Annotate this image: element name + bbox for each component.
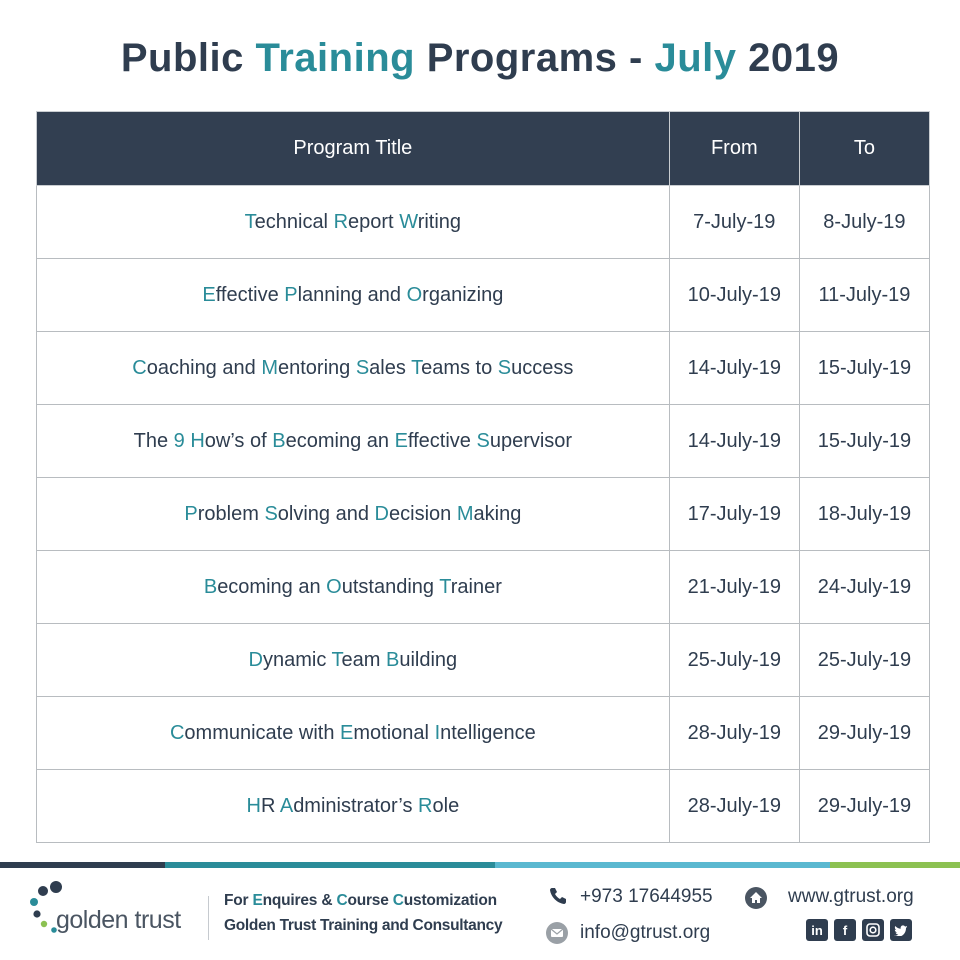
from-date-cell: 25-July-19 [669, 624, 799, 697]
highlight-letter: E [202, 283, 216, 306]
instagram-icon[interactable] [862, 919, 884, 941]
color-stripe [0, 862, 960, 868]
to-date-cell: 11-July-19 [799, 259, 929, 332]
column-header-from: From [669, 112, 799, 186]
highlight-letter: H [246, 794, 261, 817]
program-title-cell [37, 332, 670, 405]
enquiry-text: For Enquires & Course Customization [224, 892, 497, 909]
highlight-letter: M [456, 502, 474, 525]
highlight-letter: O [326, 575, 342, 598]
title-word: How’s [190, 429, 245, 452]
highlight-letter: S [264, 502, 278, 525]
page-title [0, 30, 960, 86]
highlight-letter: P [184, 502, 198, 525]
title-word: Coaching [132, 356, 217, 379]
highlight-letter: B [386, 648, 400, 671]
training-schedule-table [36, 111, 930, 843]
table-row [37, 624, 930, 697]
highlight-letter: B [272, 429, 286, 452]
from-date-cell: 7-July-19 [669, 186, 799, 259]
table-row [37, 332, 930, 405]
highlight-letter: I [434, 721, 441, 744]
stripe-segment [165, 862, 495, 868]
title-word: and [335, 502, 369, 525]
title-word: Making [456, 502, 522, 525]
table-row [37, 259, 930, 332]
title-word: Supervisor [476, 429, 573, 452]
highlight-letter: B [203, 575, 218, 598]
highlight-letter: C [132, 356, 147, 379]
title-word: Teams [411, 356, 470, 379]
title-word: to [475, 356, 493, 379]
from-date-cell: 21-July-19 [669, 551, 799, 624]
website-link[interactable]: www.gtrust.org [788, 886, 914, 907]
title-word: Role [418, 794, 460, 817]
highlight-letter: E [340, 721, 354, 744]
to-date-cell: 18-July-19 [799, 478, 929, 551]
to-date-cell: 29-July-19 [799, 770, 929, 843]
program-title-cell [37, 770, 670, 843]
title-word: Planning [284, 283, 363, 306]
title-part-5: 2019 [748, 36, 840, 80]
from-date-cell: 14-July-19 [669, 405, 799, 478]
program-title-cell [37, 551, 670, 624]
title-word: Trainer [439, 575, 502, 598]
stripe-segment [0, 862, 165, 868]
highlight-letter: D [248, 648, 263, 671]
from-date-cell: 10-July-19 [669, 259, 799, 332]
highlight-letter: T [331, 648, 342, 671]
highlight-letter: T [411, 356, 422, 379]
title-word: and [222, 356, 256, 379]
stripe-segment [495, 862, 830, 868]
title-part-1: Public [120, 36, 256, 80]
from-date-cell: 28-July-19 [669, 770, 799, 843]
title-part-2: Training [255, 36, 427, 80]
title-word: Building [386, 648, 458, 671]
twitter-icon[interactable] [890, 919, 912, 941]
title-word: with [298, 721, 335, 744]
title-word: Problem [184, 502, 259, 525]
footer-divider [208, 896, 209, 940]
title-part-3: Programs - [426, 36, 655, 80]
social-icons [806, 919, 912, 941]
from-date-cell: 28-July-19 [669, 697, 799, 770]
title-word: Writing [399, 210, 462, 233]
program-title-cell [37, 478, 670, 551]
title-word: and [367, 283, 402, 306]
title-word: Intelligence [434, 721, 536, 744]
title-word: Solving [264, 502, 331, 525]
highlight-letter: A [279, 794, 294, 817]
to-date-cell: 25-July-19 [799, 624, 929, 697]
stripe-segment [830, 862, 960, 868]
highlight-letter: M [261, 356, 278, 379]
program-title-cell [37, 259, 670, 332]
highlight-letter: O [406, 283, 423, 306]
table-row [37, 551, 930, 624]
title-word: of [250, 429, 267, 452]
company-name: Golden Trust Training and Consultancy [224, 917, 503, 934]
title-word: Decision [374, 502, 452, 525]
title-word: Effective [394, 429, 471, 452]
from-date-cell: 14-July-19 [669, 332, 799, 405]
highlight-letter: 9 [173, 429, 185, 452]
table-header-row [37, 112, 930, 186]
highlight-letter: C [169, 721, 185, 744]
title-word [174, 430, 185, 452]
table-row [37, 478, 930, 551]
email-icon [545, 921, 569, 945]
title-word: Team [331, 648, 381, 671]
column-header-title: Program Title [37, 112, 670, 186]
title-word: Becoming [272, 429, 362, 452]
logo-text: golden trust [56, 906, 181, 934]
title-word: Administrator’s [279, 794, 413, 817]
title-word: Technical [244, 210, 329, 233]
table-row [37, 186, 930, 259]
program-title-cell [37, 405, 670, 478]
highlight-letter: C [392, 892, 404, 909]
title-word: Becoming [203, 575, 293, 598]
title-word: an [366, 429, 390, 452]
home-icon [744, 886, 768, 910]
title-word: an [298, 575, 321, 598]
highlight-letter: S [476, 429, 490, 452]
table-row [37, 697, 930, 770]
column-header-to: To [799, 112, 929, 186]
program-title-cell [37, 186, 670, 259]
from-date-cell: 17-July-19 [669, 478, 799, 551]
to-date-cell: 15-July-19 [799, 332, 929, 405]
to-date-cell: 24-July-19 [799, 551, 929, 624]
title-word: Mentoring [261, 356, 351, 379]
highlight-letter: P [284, 283, 298, 306]
email-address[interactable]: info@gtrust.org [580, 922, 711, 943]
linkedin-icon[interactable]: in [806, 919, 828, 941]
to-date-cell: 15-July-19 [799, 405, 929, 478]
title-word: Organizing [406, 283, 504, 306]
title-word: Effective [202, 283, 279, 306]
highlight-letter: W [399, 210, 418, 233]
title-word: Emotional [340, 721, 429, 744]
phone-number[interactable]: +973 17644955 [580, 886, 713, 907]
highlight-letter: T [439, 575, 451, 598]
highlight-letter: R [333, 210, 349, 233]
title-word: Report [333, 210, 394, 233]
title-word: Success [497, 356, 574, 379]
title-word: Communicate [169, 721, 294, 744]
title-part-4: July [654, 36, 749, 80]
title-word: The [133, 429, 169, 452]
table-row [37, 405, 930, 478]
title-word: Sales [355, 356, 406, 379]
highlight-letter: S [355, 356, 370, 379]
title-word: Outstanding [326, 575, 435, 598]
highlight-letter: S [497, 356, 512, 379]
phone-icon [548, 886, 568, 906]
table-body [37, 186, 930, 843]
facebook-icon[interactable]: f [834, 919, 856, 941]
highlight-letter: R [418, 794, 433, 817]
title-word: HR [246, 794, 276, 817]
highlight-letter: D [374, 502, 389, 525]
to-date-cell: 8-July-19 [799, 186, 929, 259]
title-word: Dynamic [248, 648, 327, 671]
highlight-letter: E [252, 892, 263, 909]
highlight-letter: C [336, 892, 348, 909]
program-title-cell [37, 697, 670, 770]
highlight-letter: H [190, 429, 205, 452]
highlight-letter: T [244, 210, 255, 233]
table-row [37, 770, 930, 843]
to-date-cell: 29-July-19 [799, 697, 929, 770]
highlight-letter: E [394, 429, 408, 452]
program-title-cell [37, 624, 670, 697]
